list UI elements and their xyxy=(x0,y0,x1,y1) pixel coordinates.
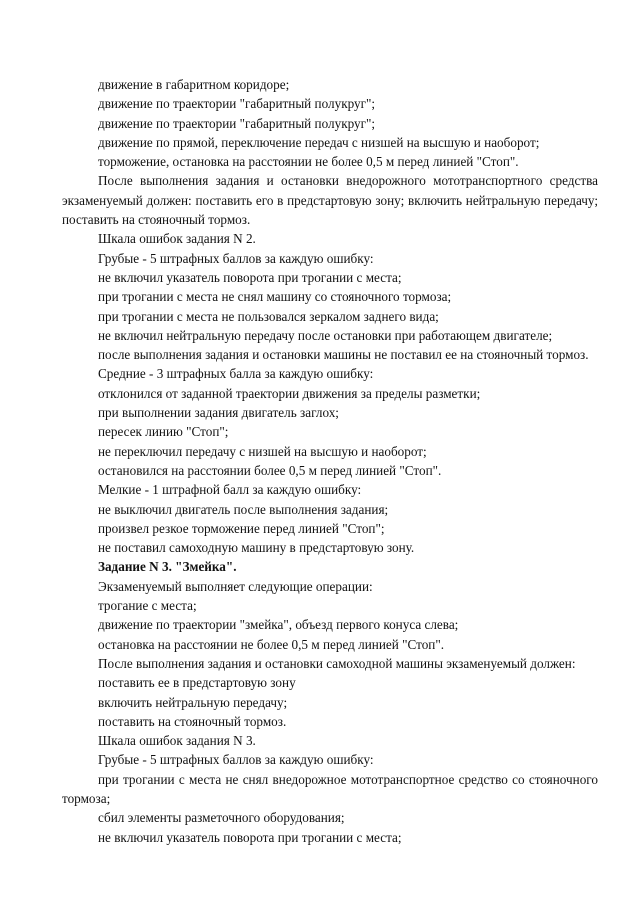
paragraph: при выполнении задания двигатель заглох; xyxy=(98,405,339,421)
paragraph: движение по траектории "габаритный полукруг"; xyxy=(98,96,376,112)
paragraph: не включил нейтральную передачу после остановки при работающем двигателе; xyxy=(98,327,553,343)
paragraph: после выполнения задания и остановки машины не поставил ее на стояночный тормоз. xyxy=(98,347,589,363)
paragraph: отклонился от заданной траектории движения за пределы разметки; xyxy=(98,385,481,401)
paragraph: при трогании с места не снял машину со стояночного тормоза; xyxy=(98,289,452,305)
paragraph: при трогании с места не пользовался зеркалом заднего вида; xyxy=(98,308,439,324)
paragraph: пересек линию "Стоп"; xyxy=(98,424,229,440)
paragraph: движение по прямой, переключение передач с низшей на высшую и наоборот; xyxy=(98,134,540,150)
document-page xyxy=(62,75,598,847)
paragraph: После выполнения задания и остановки внедорожного мототранспортного средства экзаменуемый должен: поставить его в предстартовую зону; включить нейтральную передачу; поставить на стояночный тормоз. xyxy=(62,173,598,228)
section-heading: Задание N 3. "Змейка". xyxy=(98,559,237,575)
paragraph: Грубые - 5 штрафных баллов за каждую ошибку: xyxy=(98,752,374,768)
paragraph: движение в габаритном коридоре; xyxy=(98,77,290,92)
paragraph: при трогании с места не снял внедорожное мототранспортное средство со стояночного тормоза; xyxy=(62,771,598,806)
paragraph: сбил элементы разметочного оборудования; xyxy=(98,810,345,826)
paragraph: Мелкие - 1 штрафной балл за каждую ошибку: xyxy=(98,482,362,498)
paragraph: Экзаменуемый выполняет следующие операции: xyxy=(98,578,373,594)
paragraph: не включил указатель поворота при трогании с места; xyxy=(98,269,402,285)
paragraph: Шкала ошибок задания N 3. xyxy=(98,733,256,749)
paragraph: не поставил самоходную машину в предстартовую зону. xyxy=(98,540,415,556)
paragraph: После выполнения задания и остановки самоходной машины экзаменуемый должен: xyxy=(98,655,576,671)
paragraph: торможение, остановка на расстоянии не более 0,5 м перед линией "Стоп". xyxy=(98,154,519,170)
paragraph: поставить ее в предстартовую зону xyxy=(98,675,296,691)
paragraph: включить нейтральную передачу; xyxy=(98,694,288,710)
paragraph: не переключил передачу с низшей на высшую и наоборот; xyxy=(98,443,427,459)
paragraph: не включил указатель поворота при трогании с места; xyxy=(98,829,402,845)
paragraph: Шкала ошибок задания N 2. xyxy=(98,231,256,247)
paragraph: движение по траектории "габаритный полукруг"; xyxy=(98,115,376,131)
paragraph: не выключил двигатель после выполнения задания; xyxy=(98,501,389,517)
paragraph: остановка на расстоянии не более 0,5 м перед линией "Стоп". xyxy=(98,636,445,652)
paragraph: движение по траектории "змейка", объезд первого конуса слева; xyxy=(98,617,459,633)
paragraph: остановился на расстоянии более 0,5 м перед линией "Стоп". xyxy=(98,462,442,478)
paragraph: трогание с места; xyxy=(98,598,197,614)
paragraph: Средние - 3 штрафных балла за каждую ошибку: xyxy=(98,366,374,382)
paragraph: Грубые - 5 штрафных баллов за каждую ошибку: xyxy=(98,250,374,266)
paragraph: поставить на стояночный тормоз. xyxy=(98,713,287,729)
paragraph: произвел резкое торможение перед линией "Стоп"; xyxy=(98,520,385,536)
